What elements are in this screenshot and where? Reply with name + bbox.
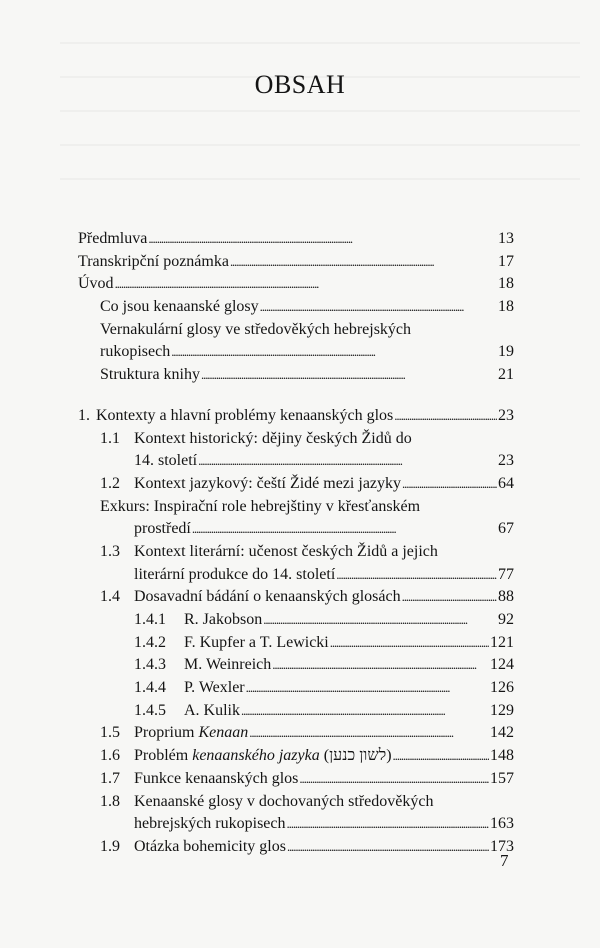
dot-leader [393,745,489,768]
toc-entry-label-continued: hebrejských rukopisech [134,815,286,833]
toc-entry-excursus[interactable] [78,496,514,541]
toc-entry-number: 1.9 [100,837,120,855]
dot-leader [249,722,489,745]
toc-entry-label-continued: prostředí [134,520,191,538]
toc-entry-label: Kenaanské glosy v dochovaných středověkých [134,792,434,810]
dot-leader [402,473,497,496]
toc-entry-1-4[interactable] [78,586,514,609]
dot-leader [402,586,497,609]
toc-entry-intro-2[interactable] [78,319,514,364]
toc-entry-number: 1.6 [100,747,120,765]
toc-entry-label-continued: literární produkce do 14. století [134,565,336,583]
show-through-bleed [60,20,580,200]
toc-entry-1-4-4[interactable] [78,677,514,700]
dot-leader [272,654,489,677]
toc-entry-1-7[interactable] [78,768,514,791]
toc-entry-label: Vernakulární glosy ve středověkých hebrejských [100,320,412,338]
toc-entry-page: 18 [498,298,514,316]
toc-entry-page: 173 [490,837,514,855]
toc-entry-page: 163 [490,815,514,833]
toc-entry-label: P. Wexler [184,679,245,697]
toc-entry-label-continued: rukopisech [100,343,171,361]
toc-entry-page: 67 [498,520,514,538]
toc-entry-intro-3[interactable] [78,364,514,387]
toc-entry-page: 21 [498,366,514,384]
toc-entry-number: 1.4.5 [134,701,166,719]
toc-entry-label-hebrew: (לשון כנען) [319,747,392,765]
toc-entry-page: 88 [498,588,514,606]
toc-entry-1-4-3[interactable] [78,654,514,677]
toc-entry-label-continued: 14. století [134,452,198,470]
toc-entry-label: Transkripční poznámka [78,252,229,270]
toc-entry-1-4-5[interactable] [78,700,514,723]
toc-entry-label: Dosavadní bádání o kenaanských glosách [134,588,401,606]
toc-entry-label-italic: kenaanského jazyka [192,747,320,765]
toc-entry-label: Kontext literární: učenost českých Židů a jejich [134,542,438,560]
toc-entry-1-2[interactable] [78,473,514,496]
toc-entry-label-text: Problém [134,747,193,765]
dot-leader [263,609,497,632]
toc-entry-1-1[interactable] [78,428,514,473]
dot-leader [192,518,497,541]
toc-entry-number: 1.4.3 [134,656,166,674]
toc-entry-page: 77 [498,565,514,583]
toc-entry-page: 18 [498,275,514,293]
toc-entry-preface[interactable] [78,228,514,251]
toc-entry-number: 1.3 [100,542,120,560]
toc-entry-page: 129 [490,701,514,719]
dot-leader [260,296,497,319]
toc-entry-label-text: Proprium [134,724,199,742]
toc-entry-1-9[interactable] [78,836,514,859]
toc-entry-page: 23 [498,406,514,424]
page-title: OBSAH [254,70,346,99]
toc-entry-page: 142 [490,724,514,742]
toc-entry-1-4-1[interactable] [78,609,514,632]
toc-entry-page: 17 [498,252,514,270]
toc-entry-label: Otázka bohemicity glos [134,837,286,855]
toc-entry-number: 1.8 [100,792,120,810]
toc-entry-1-8[interactable] [78,791,514,836]
toc-entry-label [134,722,248,745]
toc-entry-label: R. Jakobson [184,611,263,628]
dot-leader [198,450,497,473]
toc-entry-1-4-2[interactable] [78,632,514,655]
dot-leader [394,405,497,428]
toc-entry-number: 1.2 [100,474,120,492]
toc-entry-number: 1.7 [100,769,120,787]
toc-entry-label: A. Kulik [184,701,240,719]
toc-entry-label: M. Weinreich [184,656,272,674]
toc-entry-label [134,745,392,768]
page-number: 7 [500,851,509,870]
toc-entry-page: 64 [498,474,514,492]
toc-entry-label: Předmluva [78,230,148,247]
toc-entry-1-3[interactable] [78,541,514,586]
dot-leader [201,364,497,387]
toc-entry-number: 1.4.1 [134,611,166,628]
toc-entry-intro[interactable] [78,273,514,296]
toc-entry-number: 1.4.4 [134,679,166,697]
section-spacer [78,387,514,405]
dot-leader [148,228,497,251]
toc-entry-label: Úvod [78,275,114,293]
toc-entry-chapter-1[interactable] [78,405,514,428]
toc-entry-transcription[interactable] [78,251,514,274]
toc-entry-intro-1[interactable] [78,296,514,319]
dot-leader [241,700,489,723]
toc-entry-page: 13 [498,230,514,247]
toc-entry-page: 121 [490,633,514,651]
dot-leader [299,768,489,791]
toc-entry-page: 23 [498,452,514,470]
toc-entry-label: Struktura knihy [100,366,200,384]
table-of-contents [78,228,514,859]
toc-entry-label: Kontext historický: dějiny českých Židů do [134,429,412,447]
dot-leader [246,677,489,700]
dot-leader [330,632,489,655]
dot-leader [115,273,497,296]
toc-entry-number: 1.4.2 [134,633,166,651]
dot-leader [287,813,489,836]
toc-entry-number: 1.5 [100,724,120,742]
toc-entry-label: Co jsou kenaanské glosy [100,298,259,316]
toc-entry-1-5[interactable] [78,722,514,745]
toc-entry-label: Funkce kenaanských glos [134,769,299,787]
dot-leader [287,836,489,859]
toc-entry-page: 157 [490,769,514,787]
dot-leader [230,251,497,274]
toc-entry-page: 19 [498,343,514,361]
toc-entry-page: 92 [498,611,514,628]
toc-entry-1-6[interactable] [78,745,514,768]
toc-entry-page: 148 [490,747,514,765]
toc-entry-label-italic: Kenaan [198,724,249,742]
dot-leader [171,341,497,364]
toc-entry-page: 126 [490,679,514,697]
toc-entry-label: Kontexty a hlavní problémy kenaanských glos [96,406,394,424]
toc-entry-label: F. Kupfer a T. Lewicki [184,633,329,651]
toc-entry-number: 1.4 [100,588,120,606]
toc-entry-label: Kontext jazykový: čeští Židé mezi jazyky [134,474,402,492]
toc-entry-number: 1. [78,406,90,424]
dot-leader [336,564,497,587]
toc-entry-page: 124 [490,656,514,674]
toc-entry-label: Exkurs: Inspirační role hebrejštiny v křesťanském [100,497,421,515]
toc-entry-number: 1.1 [100,429,120,447]
